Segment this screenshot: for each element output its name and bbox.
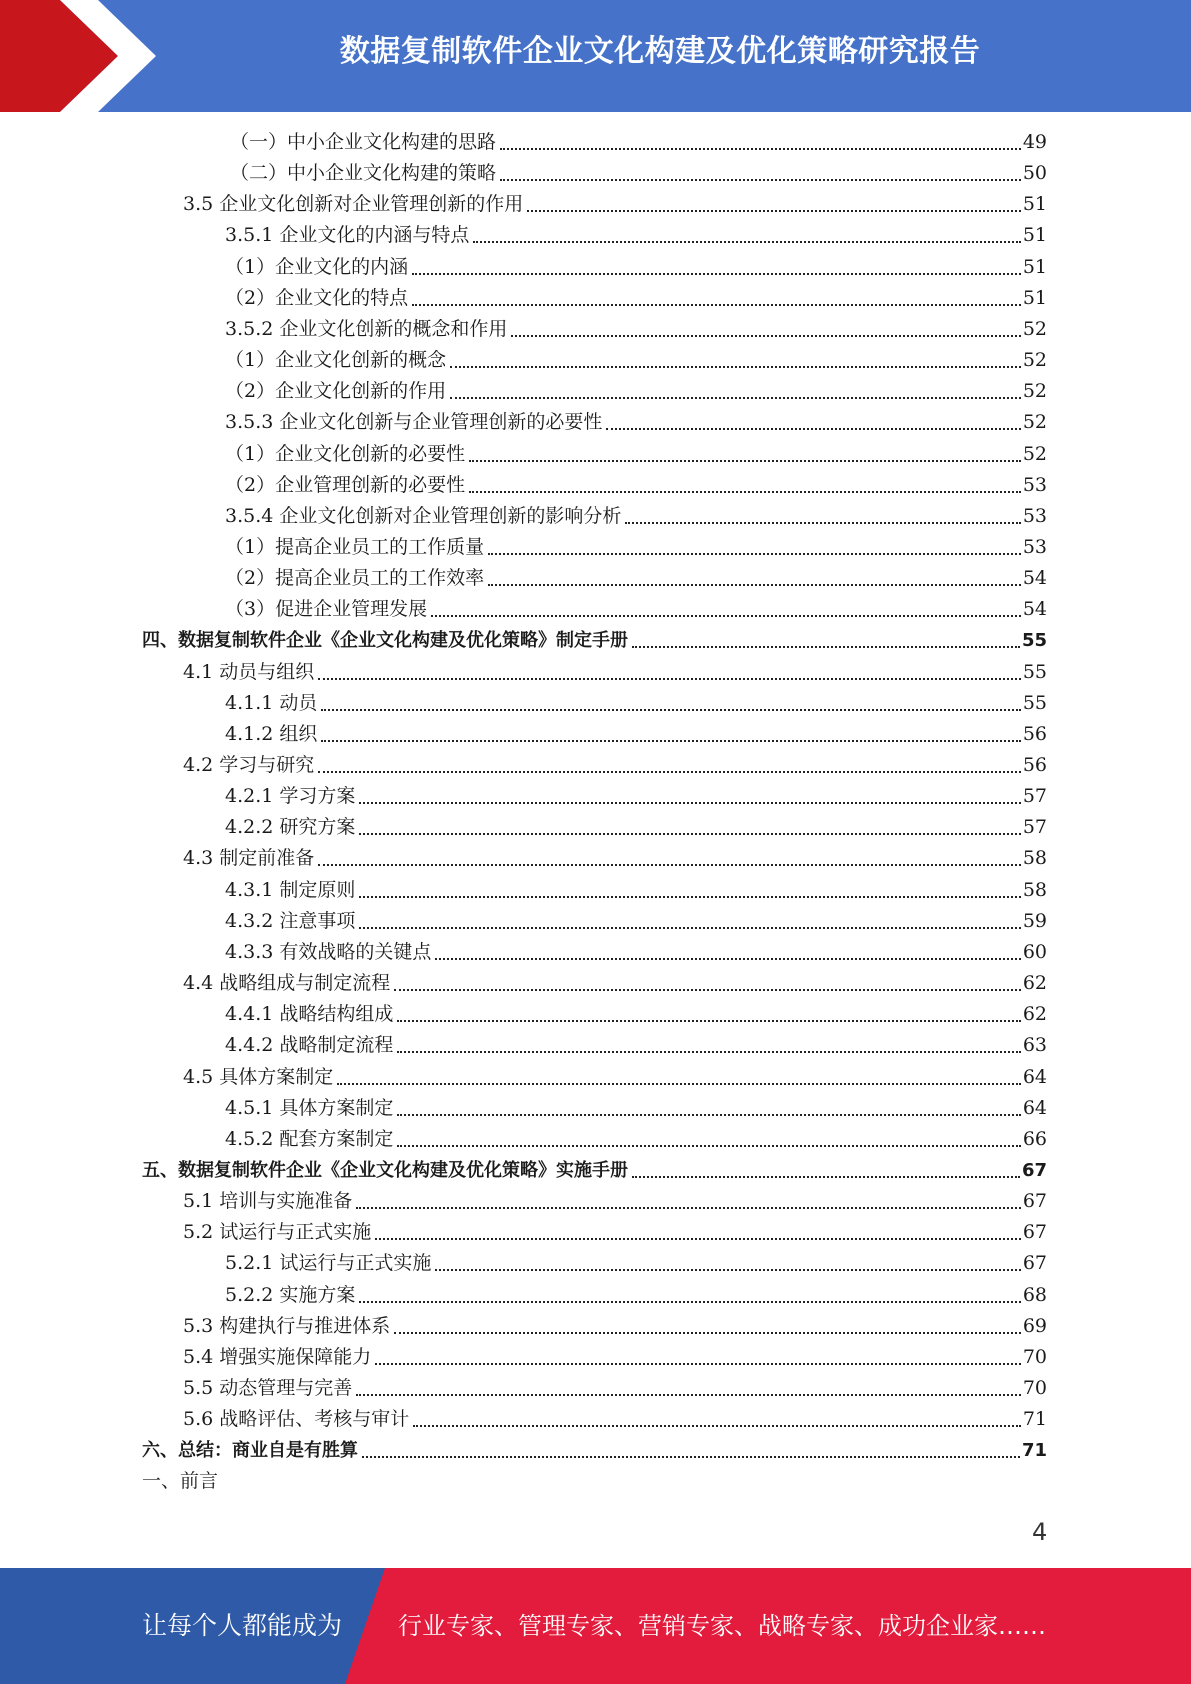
dot-leader — [359, 927, 1020, 929]
toc-entry-title: （一）中小企业文化构建的思路 — [230, 131, 497, 153]
dot-leader — [359, 896, 1020, 898]
dot-leader — [632, 1176, 1020, 1178]
toc-entry[interactable] — [225, 719, 1047, 750]
toc-entry-title: 5.2.1 试运行与正式实施 — [225, 1252, 432, 1274]
dot-leader — [473, 241, 1020, 243]
toc-entry-title: 4.5 具体方案制定 — [183, 1066, 334, 1088]
dot-leader — [362, 1456, 1020, 1458]
toc-entry-page: 56 — [1022, 723, 1047, 745]
toc-entry-title: 4.5.2 配套方案制定 — [225, 1128, 394, 1150]
toc-entry-page: 64 — [1022, 1066, 1047, 1088]
toc-entry-title: 4.1 动员与组织 — [183, 661, 315, 683]
toc-entry-title: 3.5 企业文化创新对企业管理创新的作用 — [183, 193, 524, 215]
toc-entry-page: 57 — [1022, 816, 1047, 838]
toc-entry-page: 55 — [1022, 661, 1047, 683]
toc-entry[interactable] — [225, 812, 1047, 843]
toc-entry-title: 5.2.2 实施方案 — [225, 1284, 356, 1306]
toc-entry[interactable] — [142, 625, 1047, 656]
toc-entry-title: 4.2 学习与研究 — [183, 754, 315, 776]
toc-entry[interactable] — [225, 563, 1047, 594]
toc-entry-title: 5.2 试运行与正式实施 — [183, 1221, 372, 1243]
dot-leader — [469, 491, 1021, 493]
toc-entry-page: 63 — [1022, 1034, 1047, 1056]
toc-entry[interactable] — [230, 127, 1047, 158]
dot-leader — [356, 1394, 1021, 1396]
toc-entry[interactable] — [183, 1062, 1047, 1093]
toc-entry-title: （2）企业文化的特点 — [225, 287, 409, 309]
toc-entry-page: 50 — [1022, 162, 1047, 184]
trailing-heading: 一、前言 — [142, 1470, 219, 1492]
toc-entry[interactable] — [225, 220, 1047, 251]
toc-entry[interactable] — [225, 781, 1047, 812]
toc-entry[interactable] — [183, 750, 1047, 781]
toc-entry-page: 70 — [1022, 1377, 1047, 1399]
toc-entry[interactable] — [225, 906, 1047, 937]
toc-entry-page: 70 — [1022, 1346, 1047, 1368]
toc-entry-page: 55 — [1022, 692, 1047, 714]
dot-leader — [413, 1425, 1021, 1427]
footer-slogan-right: 行业专家、管理专家、营销专家、战略专家、成功企业家…… — [398, 1612, 1046, 1640]
toc-entry-title: 4.3.2 注意事项 — [225, 910, 356, 932]
dot-leader — [337, 1083, 1021, 1085]
dot-leader — [318, 771, 1021, 773]
footer-slogan-left: 让每个人都能成为 — [142, 1611, 343, 1640]
toc-entry[interactable] — [225, 1280, 1047, 1311]
toc-entry-page: 51 — [1022, 224, 1047, 246]
toc-entry-page: 62 — [1022, 972, 1047, 994]
dot-leader — [488, 553, 1021, 555]
toc-entry-title: 5.5 动态管理与完善 — [183, 1377, 353, 1399]
toc-entry[interactable] — [183, 968, 1047, 999]
toc-entry-page: 53 — [1022, 474, 1047, 496]
toc-entry[interactable] — [225, 439, 1047, 470]
toc-entry-title: （1）企业文化创新的必要性 — [225, 443, 466, 465]
toc-entry[interactable] — [225, 532, 1047, 563]
toc-entry-page: 51 — [1022, 193, 1047, 215]
dot-leader — [359, 1301, 1020, 1303]
toc-entry[interactable] — [183, 189, 1047, 220]
dot-leader — [375, 1238, 1021, 1240]
toc-entry[interactable] — [225, 314, 1047, 345]
toc-entry-page: 49 — [1022, 131, 1047, 153]
toc-entry-title: 5.1 培训与实施准备 — [183, 1190, 353, 1212]
toc-entry[interactable] — [225, 345, 1047, 376]
toc-entry[interactable] — [183, 843, 1047, 874]
toc-entry[interactable] — [225, 407, 1047, 438]
dot-leader — [435, 958, 1020, 960]
dot-leader — [500, 179, 1021, 181]
toc-entry-page: 71 — [1021, 1440, 1047, 1461]
page-number: 4 — [1032, 1518, 1048, 1546]
toc-entry-title: 4.3.1 制定原则 — [225, 879, 356, 901]
toc-entry[interactable] — [225, 501, 1047, 532]
toc-entry[interactable] — [230, 158, 1047, 189]
toc-entry[interactable] — [225, 1030, 1047, 1061]
toc-entry-page: 58 — [1022, 879, 1047, 901]
toc-entry-page: 71 — [1022, 1408, 1047, 1430]
dot-leader — [606, 428, 1020, 430]
toc-entry[interactable] — [225, 1248, 1047, 1279]
dot-leader — [450, 366, 1021, 368]
toc-entry-title: 3.5.2 企业文化创新的概念和作用 — [225, 318, 508, 340]
toc-entry-title: 五、数据复制软件企业《企业文化构建及优化策略》实施手册 — [142, 1160, 628, 1181]
toc-entry[interactable] — [183, 1373, 1047, 1404]
toc-entry-page: 67 — [1022, 1221, 1047, 1243]
toc-entry-title: （1）企业文化创新的概念 — [225, 349, 447, 371]
toc-entry[interactable] — [225, 937, 1047, 968]
toc-entry-page: 68 — [1022, 1284, 1047, 1306]
chevron-arrow-icon — [0, 0, 160, 112]
dot-leader — [412, 304, 1021, 306]
toc-entry[interactable] — [225, 1124, 1047, 1155]
toc-entry-page: 54 — [1022, 567, 1047, 589]
toc-entry-page: 67 — [1022, 1190, 1047, 1212]
dot-leader — [359, 802, 1020, 804]
toc-entry-title: 5.3 构建执行与推进体系 — [183, 1315, 391, 1337]
dot-leader — [431, 615, 1021, 617]
dot-leader — [397, 1145, 1020, 1147]
toc-entry-page: 55 — [1021, 630, 1047, 651]
dot-leader — [469, 460, 1021, 462]
toc-entry[interactable] — [142, 1155, 1047, 1186]
toc-entry-page: 54 — [1022, 598, 1047, 620]
toc-entry-title: （1）提高企业员工的工作质量 — [225, 536, 485, 558]
toc-entry-title: 3.5.4 企业文化创新对企业管理创新的影响分析 — [225, 505, 622, 527]
dot-leader — [412, 273, 1021, 275]
dot-leader — [488, 584, 1021, 586]
toc-entry[interactable] — [225, 283, 1047, 314]
toc-entry-title: （3）促进企业管理发展 — [225, 598, 428, 620]
dot-leader — [321, 740, 1020, 742]
dot-leader — [500, 148, 1021, 150]
toc-entry-page: 59 — [1022, 910, 1047, 932]
dot-leader — [397, 1051, 1020, 1053]
report-title: 数据复制软件企业文化构建及优化策略研究报告 — [339, 34, 981, 69]
toc-entry-page: 51 — [1022, 256, 1047, 278]
toc-entry-title: （2）提高企业员工的工作效率 — [225, 567, 485, 589]
toc-entry-title: 4.3 制定前准备 — [183, 847, 315, 869]
header-band — [0, 0, 1191, 112]
toc-entry-page: 62 — [1022, 1003, 1047, 1025]
toc-entry[interactable] — [225, 688, 1047, 719]
toc-entry-page: 53 — [1022, 536, 1047, 558]
toc-entry-page: 52 — [1022, 380, 1047, 402]
toc-entry-title: 3.5.1 企业文化的内涵与特点 — [225, 224, 470, 246]
toc-entry[interactable] — [183, 1342, 1047, 1373]
toc-entry-title: （2）企业管理创新的必要性 — [225, 474, 466, 496]
toc-entry-title: 5.6 战略评估、考核与审计 — [183, 1408, 410, 1430]
toc-entry-page: 67 — [1021, 1160, 1047, 1181]
toc-entry[interactable] — [225, 594, 1047, 625]
dot-leader — [632, 646, 1020, 648]
toc-entry-title: 四、数据复制软件企业《企业文化构建及优化策略》制定手册 — [142, 630, 628, 651]
toc-entry-title: 3.5.3 企业文化创新与企业管理创新的必要性 — [225, 411, 603, 433]
dot-leader — [435, 1269, 1020, 1271]
dot-leader — [397, 1020, 1020, 1022]
footer-band — [0, 1568, 1191, 1684]
toc-entry-title: 4.5.1 具体方案制定 — [225, 1097, 394, 1119]
toc-entry-page: 66 — [1022, 1128, 1047, 1150]
dot-leader — [318, 678, 1021, 680]
toc-entry-page: 58 — [1022, 847, 1047, 869]
toc-entry-title: 4.4.1 战略结构组成 — [225, 1003, 394, 1025]
toc-entry[interactable] — [183, 1217, 1047, 1248]
dot-leader — [625, 522, 1020, 524]
toc-entry[interactable] — [183, 1186, 1047, 1217]
toc-entry-page: 52 — [1022, 349, 1047, 371]
toc-entry[interactable] — [225, 999, 1047, 1030]
toc-entry-title: （二）中小企业文化构建的策略 — [230, 162, 497, 184]
toc-entry-page: 52 — [1022, 318, 1047, 340]
dot-leader — [318, 864, 1021, 866]
toc-entry-page: 67 — [1022, 1252, 1047, 1274]
toc-entry[interactable] — [225, 470, 1047, 501]
toc-entry-title: 六、总结：商业自是有胜算 — [142, 1440, 358, 1461]
toc-entry-page: 64 — [1022, 1097, 1047, 1119]
toc-entry-title: 4.1.2 组织 — [225, 723, 318, 745]
dot-leader — [356, 1207, 1021, 1209]
toc-entry-title: 4.4 战略组成与制定流程 — [183, 972, 391, 994]
dot-leader — [394, 1332, 1021, 1334]
dot-leader — [511, 335, 1020, 337]
toc-entry[interactable] — [183, 657, 1047, 688]
toc-entry-page: 51 — [1022, 287, 1047, 309]
dot-leader — [321, 709, 1020, 711]
toc-entry-title: （1）企业文化的内涵 — [225, 256, 409, 278]
toc-entry[interactable] — [225, 376, 1047, 407]
toc-entry[interactable] — [225, 252, 1047, 283]
dot-leader — [397, 1114, 1020, 1116]
dot-leader — [527, 210, 1021, 212]
toc-entry-title: 4.3.3 有效战略的关键点 — [225, 941, 432, 963]
toc-entry[interactable] — [183, 1404, 1047, 1435]
toc-entry-page: 56 — [1022, 754, 1047, 776]
dot-leader — [394, 989, 1021, 991]
toc-entry-title: 4.2.1 学习方案 — [225, 785, 356, 807]
toc-entry[interactable] — [142, 1435, 1047, 1466]
toc-entry-page: 52 — [1022, 411, 1047, 433]
toc-entry-title: 5.4 增强实施保障能力 — [183, 1346, 372, 1368]
dot-leader — [450, 397, 1021, 399]
toc-entry-page: 57 — [1022, 785, 1047, 807]
dot-leader — [375, 1363, 1021, 1365]
toc-entry-title: （2）企业文化创新的作用 — [225, 380, 447, 402]
toc-entry-title: 4.4.2 战略制定流程 — [225, 1034, 394, 1056]
toc-entry-page: 69 — [1022, 1315, 1047, 1337]
toc-entry-title: 4.2.2 研究方案 — [225, 816, 356, 838]
toc-entry[interactable] — [183, 1311, 1047, 1342]
toc-entry[interactable] — [225, 875, 1047, 906]
toc-entry-page: 53 — [1022, 505, 1047, 527]
toc-entry[interactable] — [225, 1093, 1047, 1124]
toc-entry-title: 4.1.1 动员 — [225, 692, 318, 714]
toc-entry-page: 60 — [1022, 941, 1047, 963]
toc-entry-page: 52 — [1022, 443, 1047, 465]
dot-leader — [359, 833, 1020, 835]
